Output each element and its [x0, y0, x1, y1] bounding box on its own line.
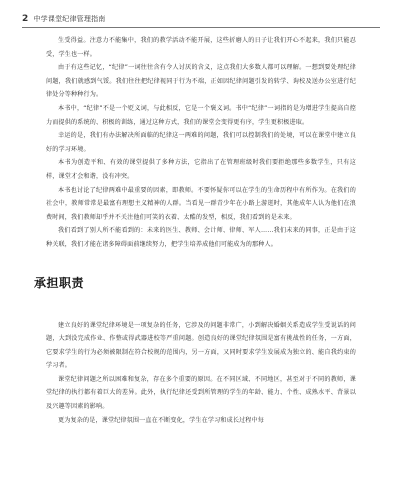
paragraph: 我们看到了别人所不能看到的：未来的医生、教师、会计师、律师、军人……我们未来的同事，正是由于这种关联，我们才能在诸多障碍面前继续努力，把学生培养成他们可能成为的那种人。: [46, 227, 356, 248]
paragraph: 课堂纪律问题之所以困难和复杂，存在多个重要的原因。在不同区域、不同地区，甚至对于不同的教师，课堂纪律的执行都有着巨大的差异。此外，执行纪律还受到所管理的学生的年龄、能力、个性、成熟水平、背景以及兴趣等因素的影响。: [46, 375, 356, 411]
paragraph: 本书也讨论了纪律两难中最重要的因素，即教师。不要怀疑你可以在学生的生命历程中有所作为。在我们的社会中，教师常常是最富有理想主义精神的人群。当看见一群青少年在小路上游逛时，其他成年人认为他们在浪费时间，我们教师却乎并不关注他们可笑的衣着、太酷的发型，相反，我们看到的是未来。: [46, 186, 356, 221]
section-title: 承担职责: [34, 275, 85, 290]
header-rule: [22, 27, 380, 28]
paragraph: 建立良好的课堂纪律环境是一项复杂的任务，它涉及的问题非常广，小到解决婚姻关系造成学生受说话的问题，大到没完成作业、作整或得武器进校等严重问题。创造良好的课堂纪律氛围是富有挑战性的任务，一方面，它要求学生的行为必须被限制在符合校规的范围内，另一方面，又同时要求学生发展成为独立的、能自我约束的学习者。: [46, 321, 356, 370]
paragraph: 更为复杂的是，课堂纪律氛围一直在不断变化，学生在学习和成长过程中每: [58, 416, 265, 424]
paragraph: 生受得益。注意力不能集中，我们的教学活动不能开展，这些折磨人的日子让我们开心不起来，我们只能忍受，学生也一样。: [46, 37, 356, 58]
paragraph: 由于有这些记忆，“纪律”一词往往含有令人讨厌的含义，这点我们大多数人都可以理解。一想到要处理纪律问题，我们就感到气馁。我们往往把纪律视同于行为不端，正如因纪律问题引发的转学、询校及送办公室进行纪律处分等种种行为。: [46, 64, 356, 99]
paragraph: 幸运的是，我们有办法解决所面临的纪律这一两难的问题，我们可以控制我们的处境，可以在课堂中建立良好的学习环境。: [46, 132, 356, 153]
paragraph: 本书中，“纪律”不是一个贬义词，与此相反，它是一个褒义词。书中“纪律”一词指的是为增进学生提高自控力而提供的系统的、积极的训练，通过这种方式，我们的课堂会变得更有序，学生更积极进取。: [46, 104, 356, 126]
page-body: [34, 34, 356, 427]
running-header: [22, 12, 380, 26]
paragraph: 本书为创造平和、有效的课堂提供了多种方法，它指出了在管理班级时我们要拒绝那些多数学生，只有这样，课堂才会和谐，没有冲突。: [46, 159, 356, 180]
page-number: 2: [22, 14, 29, 24]
running-title: 中学课堂纪律管理指南: [33, 15, 106, 23]
